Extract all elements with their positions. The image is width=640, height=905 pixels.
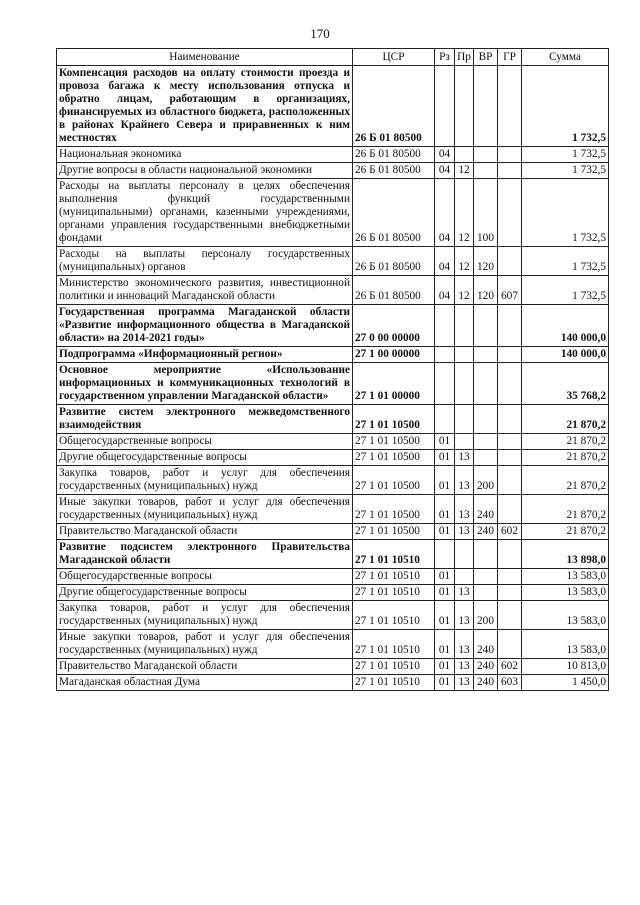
cell-vr	[474, 405, 498, 434]
page-number: 170	[310, 26, 330, 41]
cell-pr: 13	[455, 675, 474, 691]
table-row	[57, 524, 609, 540]
cell-rz: 01	[435, 659, 455, 675]
table-row	[57, 569, 609, 585]
cell-rz	[435, 66, 455, 147]
cell-gr	[498, 147, 522, 163]
cell-name: Общегосударственные вопросы	[57, 434, 353, 450]
cell-csr: 27 1 01 10510	[353, 659, 435, 675]
cell-sum: 21 870,2	[522, 434, 609, 450]
cell-pr: 13	[455, 659, 474, 675]
cell-gr	[498, 179, 522, 247]
cell-gr	[498, 495, 522, 524]
cell-pr	[455, 434, 474, 450]
cell-gr	[498, 163, 522, 179]
header-gr: ГР	[498, 49, 522, 66]
cell-vr: 200	[474, 466, 498, 495]
table-row	[57, 659, 609, 675]
cell-pr	[455, 405, 474, 434]
cell-vr: 240	[474, 675, 498, 691]
cell-rz: 01	[435, 630, 455, 659]
cell-gr	[498, 450, 522, 466]
cell-rz: 04	[435, 147, 455, 163]
cell-csr: 27 1 00 00000	[353, 347, 435, 363]
cell-name: Расходы на выплаты персоналу в целях обеспечения выполнения функций государственными (муниципальными) органами, казенными учреждениями, органами управления государственными внебюджетными фондами	[57, 179, 353, 247]
header-csr: ЦСР	[353, 49, 435, 66]
table-row	[57, 305, 609, 347]
cell-name: Развитие подсистем электронного Правительства Магаданской области	[57, 540, 353, 569]
cell-gr	[498, 66, 522, 147]
cell-name: Другие общегосударственные вопросы	[57, 585, 353, 601]
cell-pr	[455, 569, 474, 585]
cell-rz: 01	[435, 601, 455, 630]
header-vr: ВР	[474, 49, 498, 66]
cell-pr: 12	[455, 163, 474, 179]
cell-gr	[498, 540, 522, 569]
cell-csr: 27 1 01 10510	[353, 585, 435, 601]
cell-csr: 26 Б 01 80500	[353, 163, 435, 179]
cell-gr	[498, 434, 522, 450]
cell-sum: 1 732,5	[522, 147, 609, 163]
cell-sum: 13 583,0	[522, 630, 609, 659]
cell-vr: 240	[474, 659, 498, 675]
cell-sum: 1 732,5	[522, 276, 609, 305]
cell-name: Общегосударственные вопросы	[57, 569, 353, 585]
cell-csr: 27 1 01 10500	[353, 450, 435, 466]
cell-pr: 12	[455, 179, 474, 247]
cell-vr	[474, 347, 498, 363]
cell-csr: 26 Б 01 80500	[353, 276, 435, 305]
cell-sum: 21 870,2	[522, 450, 609, 466]
cell-name: Правительство Магаданской области	[57, 659, 353, 675]
cell-rz: 04	[435, 163, 455, 179]
cell-name: Государственная программа Магаданской области «Развитие информационного общества в Магаданской области» на 2014-2021 годы»	[57, 305, 353, 347]
cell-csr: 27 1 01 10500	[353, 524, 435, 540]
cell-gr	[498, 630, 522, 659]
cell-vr	[474, 585, 498, 601]
cell-sum: 21 870,2	[522, 524, 609, 540]
cell-vr	[474, 540, 498, 569]
table-row	[57, 276, 609, 305]
cell-rz	[435, 363, 455, 405]
cell-gr: 602	[498, 524, 522, 540]
cell-name: Закупка товаров, работ и услуг для обеспечения государственных (муниципальных) нужд	[57, 466, 353, 495]
cell-csr: 27 1 01 00000	[353, 363, 435, 405]
cell-pr	[455, 363, 474, 405]
cell-gr	[498, 569, 522, 585]
header-sum: Сумма	[522, 49, 609, 66]
cell-sum: 1 732,5	[522, 163, 609, 179]
cell-gr: 607	[498, 276, 522, 305]
cell-vr	[474, 163, 498, 179]
cell-gr	[498, 347, 522, 363]
cell-pr: 13	[455, 450, 474, 466]
cell-csr: 26 Б 01 80500	[353, 247, 435, 276]
cell-vr: 240	[474, 495, 498, 524]
header-rz: Рз	[435, 49, 455, 66]
table-row	[57, 601, 609, 630]
cell-name: Правительство Магаданской области	[57, 524, 353, 540]
cell-name: Закупка товаров, работ и услуг для обеспечения государственных (муниципальных) нужд	[57, 601, 353, 630]
cell-sum: 21 870,2	[522, 405, 609, 434]
cell-csr: 27 1 01 10500	[353, 405, 435, 434]
cell-gr	[498, 601, 522, 630]
cell-pr: 13	[455, 495, 474, 524]
cell-pr	[455, 147, 474, 163]
cell-name: Другие общегосударственные вопросы	[57, 450, 353, 466]
table-row	[57, 347, 609, 363]
cell-sum: 1 732,5	[522, 247, 609, 276]
table-row	[57, 450, 609, 466]
cell-name: Магаданская областная Дума	[57, 675, 353, 691]
cell-vr: 240	[474, 630, 498, 659]
cell-csr: 27 1 01 10510	[353, 630, 435, 659]
table-row	[57, 405, 609, 434]
cell-sum: 1 450,0	[522, 675, 609, 691]
table-row	[57, 675, 609, 691]
cell-name: Развитие систем электронного межведомственного взаимодействия	[57, 405, 353, 434]
cell-sum: 13 898,0	[522, 540, 609, 569]
table-row	[57, 363, 609, 405]
cell-name: Компенсация расходов на оплату стоимости проезда и провоза багажа к месту использования отпуска и обратно лицам, работающим в организациях, финансируемых из областного бюджета, расположенных в районах Крайнего Севера и приравненных к ним местностях	[57, 66, 353, 147]
cell-sum: 140 000,0	[522, 347, 609, 363]
cell-pr: 13	[455, 630, 474, 659]
cell-name: Национальная экономика	[57, 147, 353, 163]
cell-sum: 140 000,0	[522, 305, 609, 347]
cell-rz	[435, 540, 455, 569]
cell-rz: 01	[435, 434, 455, 450]
table-row	[57, 540, 609, 569]
cell-sum: 13 583,0	[522, 585, 609, 601]
cell-name: Подпрограмма «Информационный регион»	[57, 347, 353, 363]
cell-rz: 01	[435, 585, 455, 601]
header-pr: Пр	[455, 49, 474, 66]
cell-rz: 01	[435, 495, 455, 524]
table-row	[57, 179, 609, 247]
cell-gr	[498, 363, 522, 405]
cell-vr	[474, 66, 498, 147]
cell-name: Иные закупки товаров, работ и услуг для обеспечения государственных (муниципальных) нужд	[57, 630, 353, 659]
cell-csr: 27 0 00 00000	[353, 305, 435, 347]
table-row	[57, 434, 609, 450]
table-row	[57, 66, 609, 147]
table-row	[57, 495, 609, 524]
table-row	[57, 147, 609, 163]
cell-rz: 01	[435, 466, 455, 495]
cell-pr: 13	[455, 524, 474, 540]
cell-csr: 27 1 01 10510	[353, 601, 435, 630]
cell-rz: 04	[435, 247, 455, 276]
cell-sum: 13 583,0	[522, 601, 609, 630]
cell-vr	[474, 147, 498, 163]
cell-rz	[435, 405, 455, 434]
cell-sum: 1 732,5	[522, 179, 609, 247]
cell-sum: 21 870,2	[522, 466, 609, 495]
cell-vr	[474, 305, 498, 347]
cell-rz: 01	[435, 524, 455, 540]
cell-name: Основное мероприятие «Использование информационных и коммуникационных технологий в государственном управлении Магаданской области»	[57, 363, 353, 405]
cell-gr	[498, 305, 522, 347]
cell-sum: 13 583,0	[522, 569, 609, 585]
cell-rz: 01	[435, 675, 455, 691]
table-header-row	[57, 49, 609, 66]
cell-name: Расходы на выплаты персоналу государственных (муниципальных) органов	[57, 247, 353, 276]
cell-csr: 26 Б 01 80500	[353, 66, 435, 147]
cell-csr: 26 Б 01 80500	[353, 179, 435, 247]
cell-sum: 1 732,5	[522, 66, 609, 147]
cell-csr: 27 1 01 10500	[353, 434, 435, 450]
cell-rz: 01	[435, 450, 455, 466]
cell-gr	[498, 405, 522, 434]
cell-rz: 04	[435, 276, 455, 305]
cell-rz	[435, 305, 455, 347]
cell-gr	[498, 466, 522, 495]
cell-pr: 12	[455, 247, 474, 276]
cell-pr: 13	[455, 601, 474, 630]
cell-csr: 27 1 01 10510	[353, 569, 435, 585]
cell-csr: 27 1 01 10510	[353, 675, 435, 691]
cell-gr	[498, 247, 522, 276]
cell-sum: 10 813,0	[522, 659, 609, 675]
cell-rz	[435, 347, 455, 363]
header-name: Наименование	[57, 49, 353, 66]
cell-sum: 35 768,2	[522, 363, 609, 405]
cell-csr: 27 1 01 10510	[353, 540, 435, 569]
table-row	[57, 466, 609, 495]
cell-csr: 27 1 01 10500	[353, 466, 435, 495]
cell-gr	[498, 585, 522, 601]
cell-vr: 240	[474, 524, 498, 540]
cell-pr: 13	[455, 585, 474, 601]
table-row	[57, 247, 609, 276]
cell-gr: 603	[498, 675, 522, 691]
cell-vr: 100	[474, 179, 498, 247]
cell-name: Другие вопросы в области национальной экономики	[57, 163, 353, 179]
table-row	[57, 163, 609, 179]
cell-csr: 27 1 01 10500	[353, 495, 435, 524]
cell-pr	[455, 347, 474, 363]
cell-gr: 602	[498, 659, 522, 675]
cell-name: Иные закупки товаров, работ и услуг для обеспечения государственных (муниципальных) нужд	[57, 495, 353, 524]
cell-vr: 120	[474, 276, 498, 305]
cell-sum: 21 870,2	[522, 495, 609, 524]
cell-pr	[455, 305, 474, 347]
cell-pr: 13	[455, 466, 474, 495]
cell-vr: 200	[474, 601, 498, 630]
cell-pr	[455, 66, 474, 147]
cell-rz: 01	[435, 569, 455, 585]
cell-vr: 120	[474, 247, 498, 276]
cell-pr: 12	[455, 276, 474, 305]
table-row	[57, 630, 609, 659]
cell-rz: 04	[435, 179, 455, 247]
cell-name: Министерство экономического развития, инвестиционной политики и инноваций Магаданской области	[57, 276, 353, 305]
cell-csr: 26 Б 01 80500	[353, 147, 435, 163]
budget-table	[56, 48, 609, 691]
cell-vr	[474, 363, 498, 405]
cell-vr	[474, 434, 498, 450]
table-body	[57, 66, 609, 691]
cell-vr	[474, 569, 498, 585]
cell-vr	[474, 450, 498, 466]
table-row	[57, 585, 609, 601]
cell-pr	[455, 540, 474, 569]
